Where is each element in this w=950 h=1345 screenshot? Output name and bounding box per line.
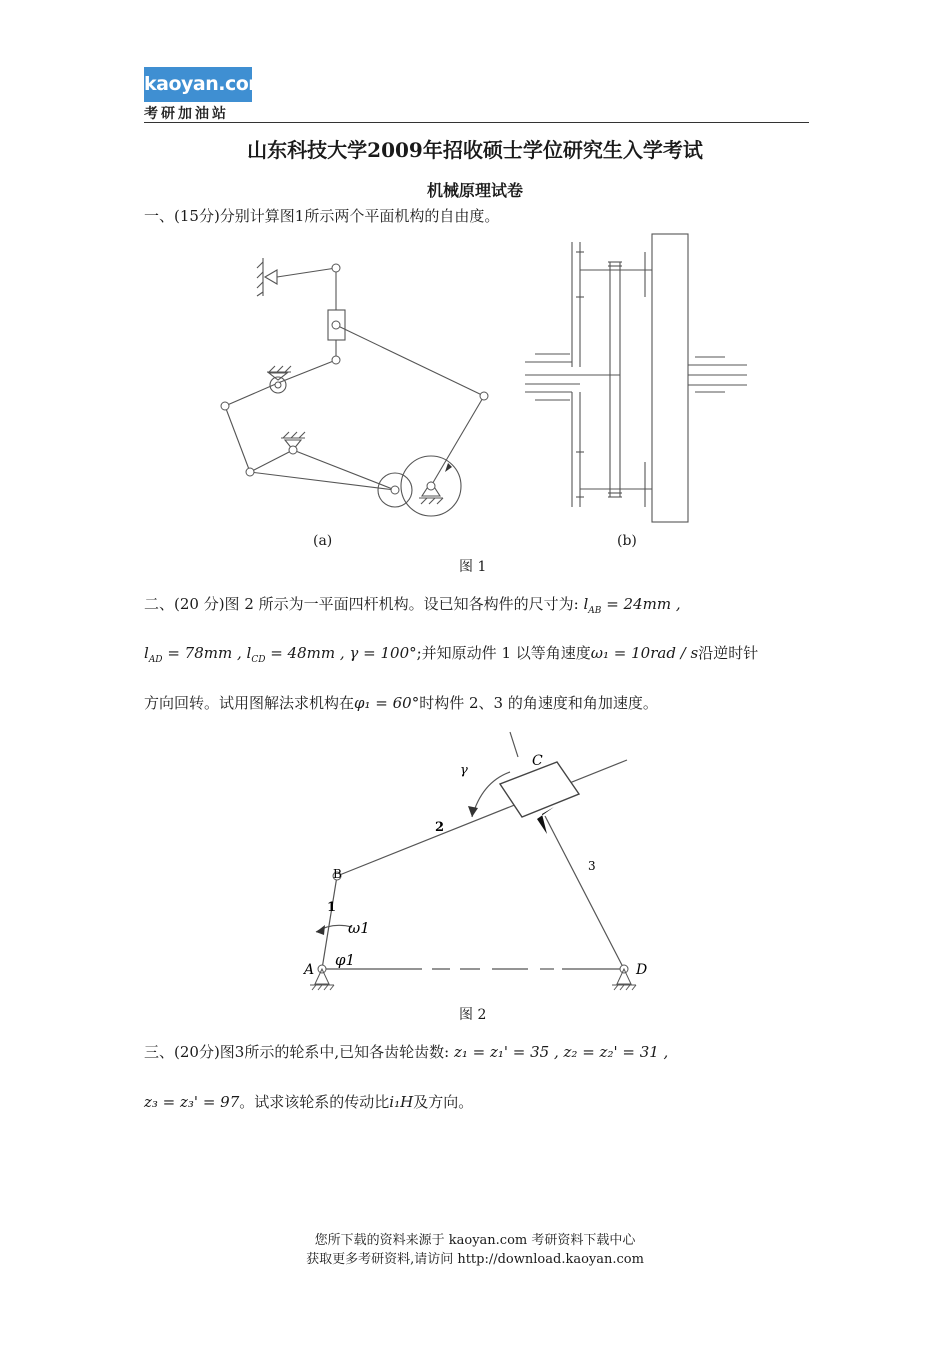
gamma-value: γ = 100° (349, 644, 417, 662)
phi-value: φ₁ = 60° (354, 694, 420, 712)
footer-line-1: 您所下载的资料来源于 kaoyan.com 考研资料下载中心 (314, 1233, 636, 1248)
figure-1a (205, 250, 495, 525)
link-1-label: 1 (327, 900, 337, 915)
lab-label: $l_{AB}$ (583, 595, 602, 616)
figure-2 (292, 722, 662, 1002)
label-C: C (532, 753, 543, 769)
omega-label: ω1 (348, 919, 370, 937)
exam-subject: 机械原理试卷 (426, 181, 523, 200)
z3-value: z₃ = z₃' = 97 (144, 1093, 240, 1111)
question-2-line-3-tail: 时构件 2、3 的角速度和角加速度。 (419, 694, 658, 712)
question-2-line-3-text: 方向回转。试用图解法求机构在 (144, 694, 355, 712)
question-3-line-2-tail: 及方向。 (413, 1093, 474, 1111)
figure-1b (525, 232, 750, 527)
figure-1b-label: (b) (617, 533, 637, 549)
phi-label: φ1 (335, 951, 356, 969)
omega-value: ω₁ = 10rad / s (590, 644, 699, 662)
question-3-line-2 (144, 1091, 473, 1112)
header-divider (144, 122, 809, 123)
label-D: D (636, 962, 648, 978)
question-2-line-2-tail: 沿逆时针 (698, 644, 759, 662)
ratio-symbol: i₁H (389, 1093, 414, 1111)
gamma-label: γ (460, 763, 468, 778)
lad-label: $l_{AD}$ (144, 644, 163, 665)
question-2-line-1 (144, 593, 681, 616)
footer-line-2[interactable]: 获取更多考研资料,请访问 http://download.kaoyan.com (306, 1252, 644, 1267)
figure-2-caption: 图 2 (459, 1007, 487, 1023)
link-3-label: 3 (588, 859, 596, 873)
question-1-text: 一、(15分)分别计算图1所示两个平面机构的自由度。 (144, 207, 500, 225)
lcd-label: $l_{CD}$ (246, 644, 266, 665)
figure-1-caption: 图 1 (459, 559, 487, 575)
label-B: B (333, 867, 342, 881)
lab-value: = 24mm , (606, 595, 681, 613)
question-3-line-2-text: 。试求该轮系的传动比 (239, 1093, 390, 1111)
label-A: A (304, 962, 315, 978)
question-2-line-3 (144, 692, 658, 713)
site-logo-subtitle: 考研加油站 (144, 106, 229, 122)
z1-value: z₁ = z₁' = 35 , (453, 1043, 559, 1061)
site-logo[interactable]: kaoyan.com (144, 67, 252, 102)
lad-value: = 78mm , (167, 644, 242, 662)
question-2-intro: 二、(20 分)图 2 所示为一平面四杆机构。设已知各构件的尺寸为: (144, 595, 579, 613)
figure-1a-label: (a) (313, 533, 333, 549)
question-3-intro: 三、(20分)图3所示的轮系中,已知各齿轮齿数: (144, 1043, 450, 1061)
z2-value: z₂ = z₂' = 31 , (563, 1043, 669, 1061)
lcd-value: = 48mm , (270, 644, 345, 662)
page-title: 山东科技大学2009年招收硕士学位研究生入学考试 (247, 138, 703, 162)
question-2-line-2 (144, 642, 758, 665)
question-3-line-1 (144, 1041, 668, 1062)
link-2-label: 2 (435, 820, 445, 835)
question-2-line-2-text: ;并知原动件 1 以等角速度 (416, 644, 591, 662)
